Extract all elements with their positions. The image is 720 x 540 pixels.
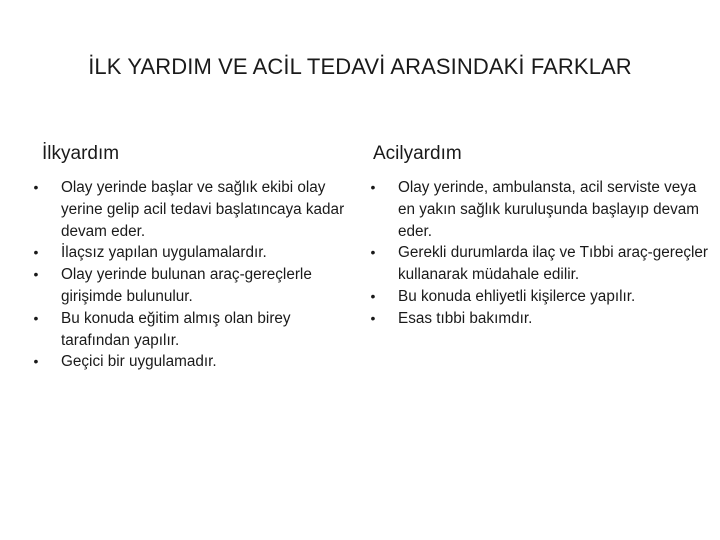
- column-heading-acilyardim: Acilyardım: [373, 143, 462, 164]
- column-ilkyardim: [30, 140, 350, 373]
- list-item-text: Bu konuda ehliyetli kişilerce yapılır.: [398, 287, 636, 305]
- list-item: [367, 308, 712, 330]
- list-item: [367, 286, 712, 308]
- bullet-icon: •: [33, 179, 39, 195]
- list-item: [30, 242, 350, 264]
- bullet-icon: •: [370, 309, 376, 326]
- list-item-text: Olay yerinde bulunan araç-gereçlerle girişimde bulunulur.: [61, 266, 312, 305]
- bullet-list-acilyardim: [367, 177, 712, 330]
- list-item: [367, 242, 712, 286]
- bullet-icon: •: [370, 179, 376, 195]
- bullet-icon: •: [370, 244, 376, 261]
- list-item-text: Bu konuda eğitim almış olan birey tarafından yapılır.: [61, 309, 291, 349]
- list-item: [30, 264, 350, 308]
- list-item: [30, 351, 350, 373]
- list-item-text: Esas tıbbi bakımdır.: [398, 309, 533, 327]
- bullet-icon: •: [33, 244, 39, 261]
- bullet-icon: •: [370, 287, 376, 304]
- list-item-text: İlaçsız yapılan uygulamalardır.: [61, 244, 267, 262]
- list-item-text: Gerekli durumlarda ilaç ve Tıbbi araç-gereçler kullanarak müdahale edilir.: [398, 244, 709, 284]
- list-item-text: Geçici bir uygulamadır.: [61, 353, 217, 371]
- bullet-icon: •: [33, 353, 39, 370]
- slide-title: İLK YARDIM VE ACİL TEDAVİ ARASINDAKİ FARKLAR: [88, 54, 632, 79]
- bullet-icon: •: [33, 266, 39, 283]
- bullet-icon: •: [33, 309, 39, 326]
- bullet-list-ilkyardim: [30, 177, 350, 373]
- list-item-text: Olay yerinde başlar ve sağlık ekibi olay yerine gelip acil tedavi başlatıncaya kadar devam eder.: [61, 179, 345, 240]
- list-item-text: Olay yerinde, ambulansta, acil serviste veya en yakın sağlık kuruluşunda başlayıp devam eder.: [398, 179, 700, 240]
- list-item: [30, 177, 350, 242]
- list-item: [30, 308, 350, 352]
- column-heading-ilkyardim: İlkyardım: [42, 143, 120, 164]
- list-item: [367, 177, 712, 242]
- column-acilyardim: [367, 140, 712, 330]
